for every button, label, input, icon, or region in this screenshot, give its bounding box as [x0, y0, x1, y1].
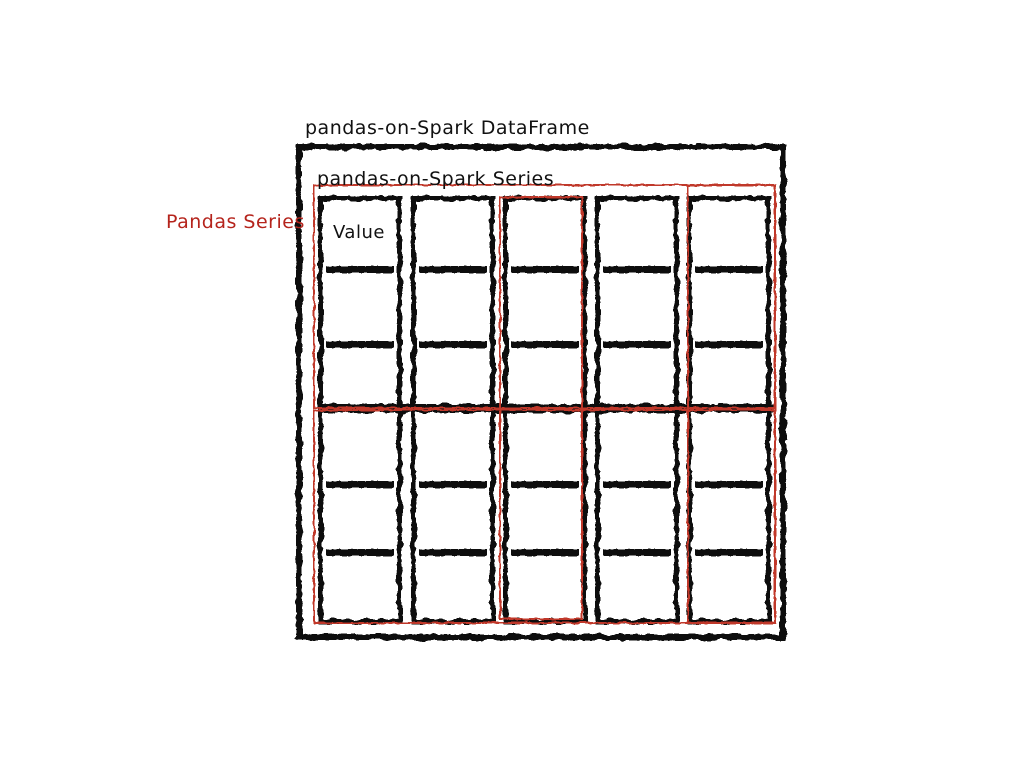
spark-series-title: pandas-on-Spark Series [317, 168, 555, 190]
value-cell-label: Value [333, 222, 385, 243]
spark-series-column-highlight [499, 196, 583, 620]
dataframe-title: pandas-on-Spark DataFrame [305, 117, 590, 139]
spark-series-column-right-highlight [687, 184, 776, 624]
pandas-series-title: Pandas Series [166, 211, 305, 233]
